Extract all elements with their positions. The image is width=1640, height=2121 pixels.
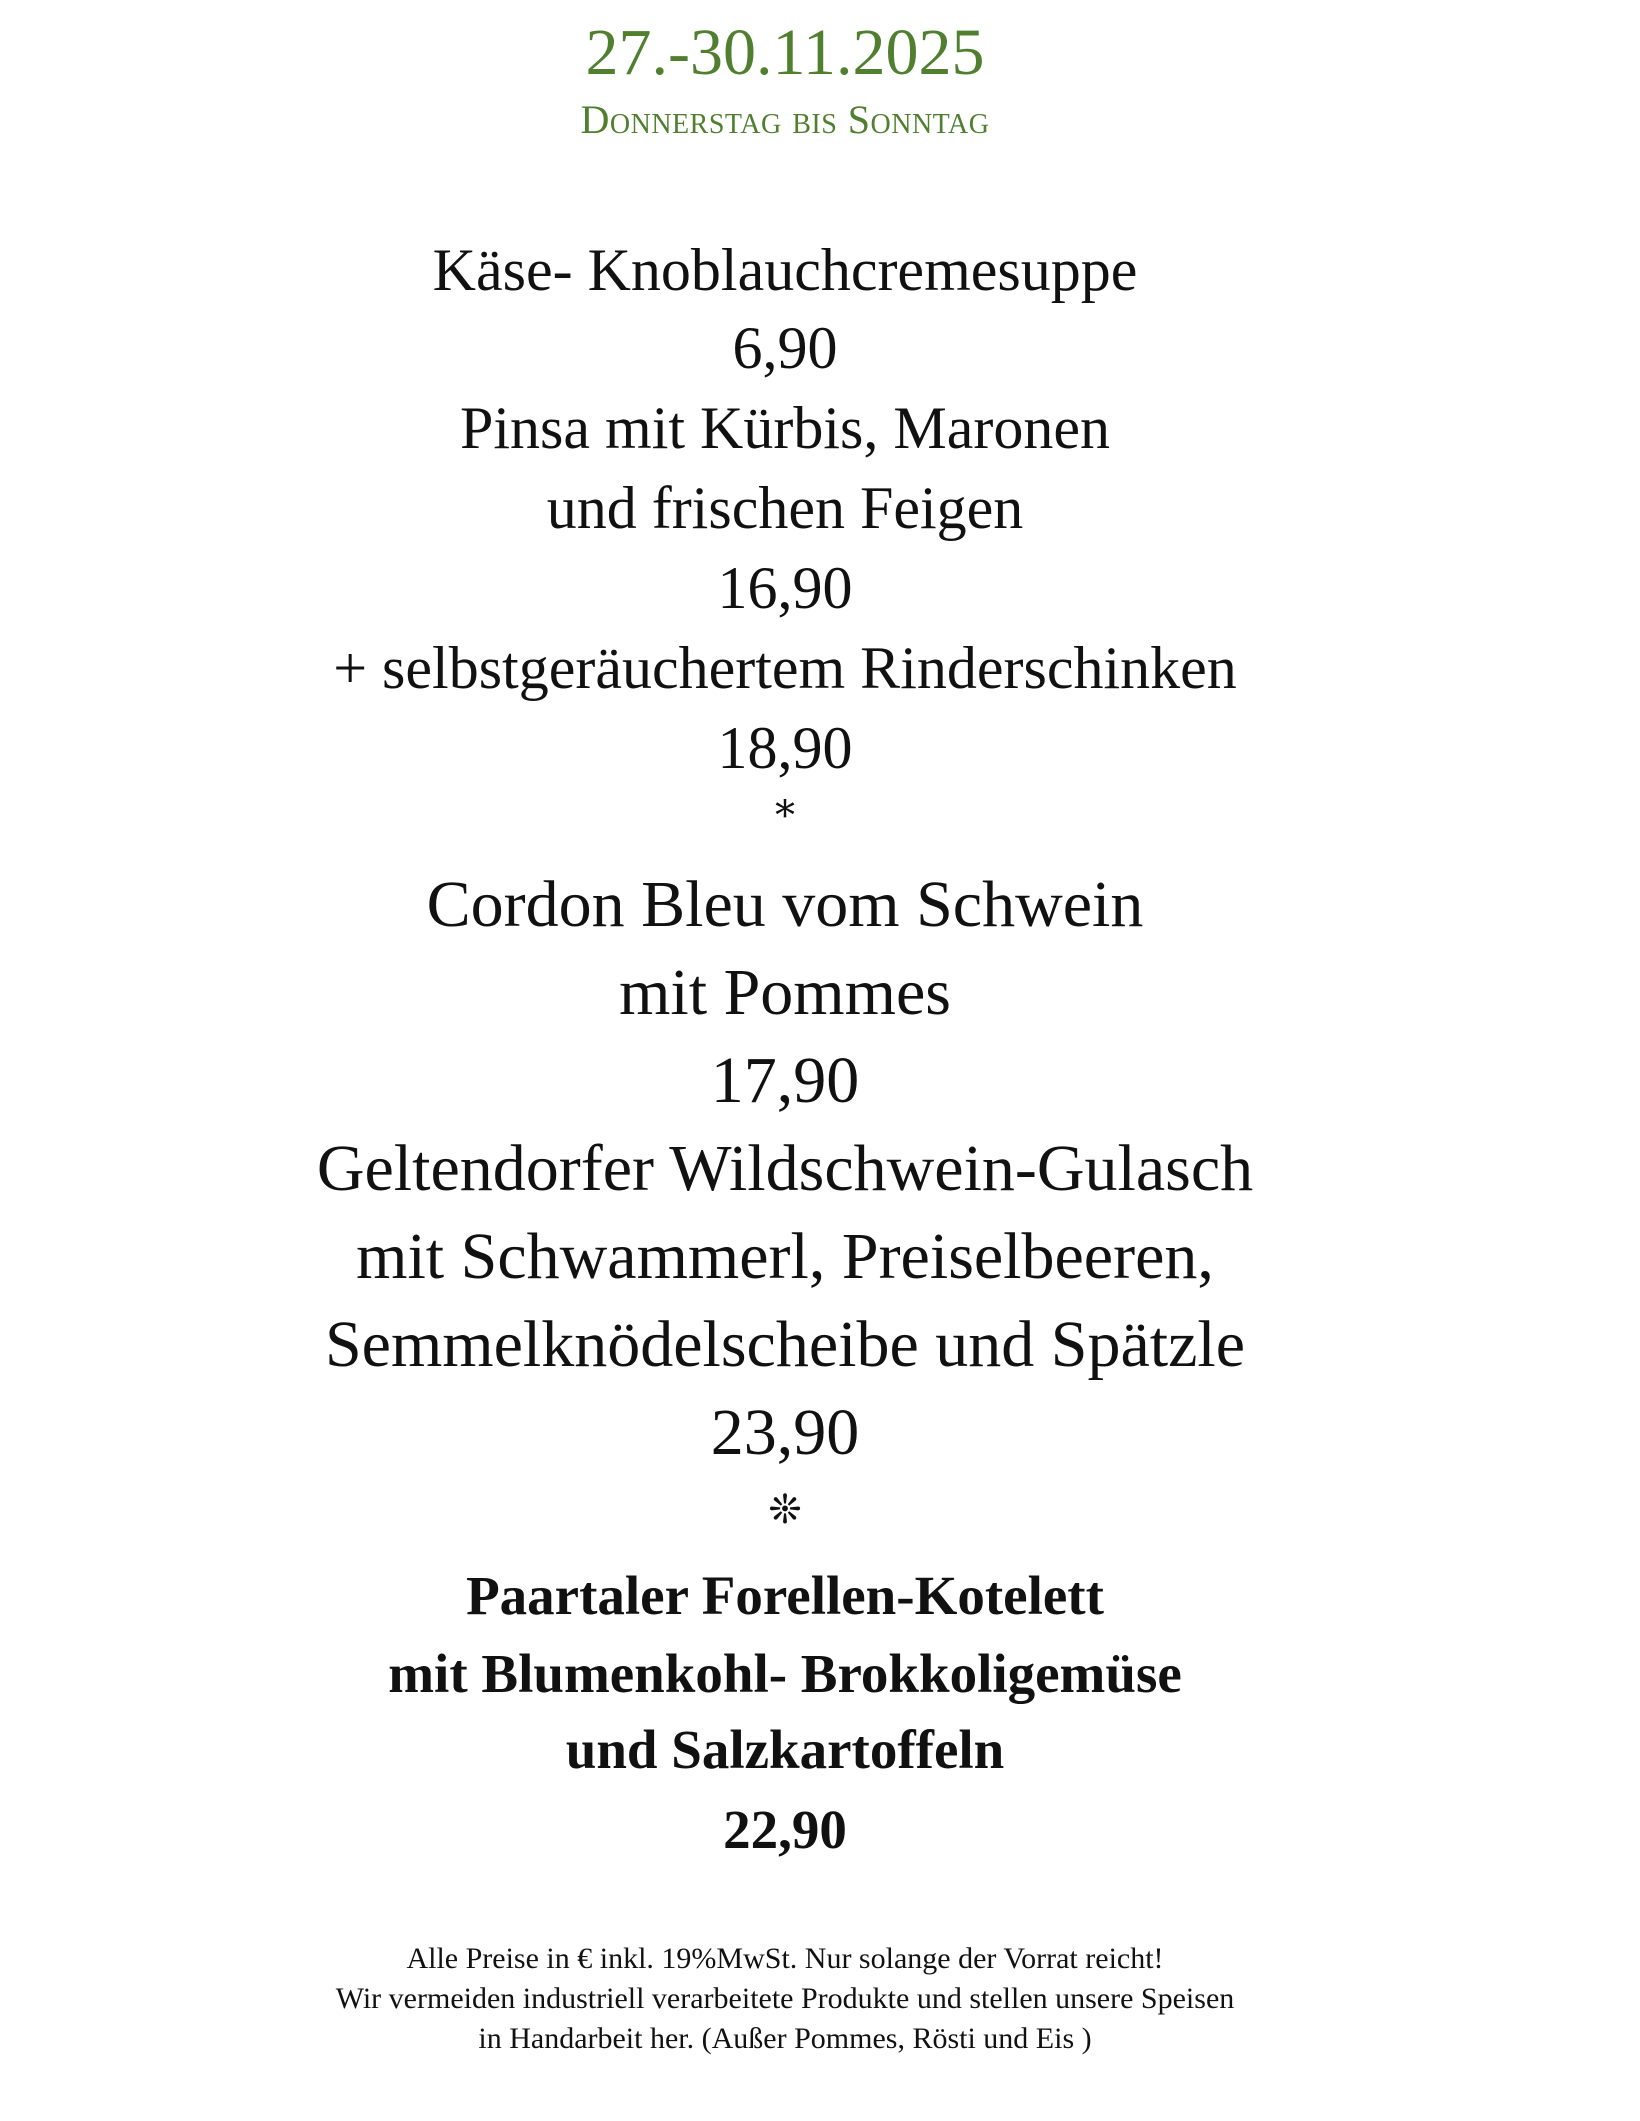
pinsa-name-line2: und frischen Feigen [546,475,1024,541]
cordon-name-line1: Cordon Bleu vom Schwein [426,868,1144,941]
forelle-name-line2: mit Blumenkohl- Brokkoligemüse [388,1643,1182,1704]
cordon-price: 17,90 [710,1044,860,1117]
menu-date: 27.-30.11.2025 [585,16,985,89]
footer-line3: in Handarbeit her. (Außer Pommes, Rösti und Eis ) [478,2022,1092,2055]
forelle-price: 22,90 [723,1799,847,1860]
cordon-name-line2: mit Pommes [619,956,951,1029]
pinsa-name-line1: Pinsa mit Kürbis, Maronen [460,395,1110,461]
footer-line2: Wir vermeiden industriell verarbeitete Produkte und stellen unsere Speisen [335,1982,1235,2015]
soup-name: Käse- Knoblauchcremesuppe [432,237,1138,303]
forelle-name-line3: und Salzkartoffeln [565,1719,1005,1780]
soup-price: 6,90 [732,315,838,381]
footer-line1: Alle Preise in € inkl. 19%MwSt. Nur solange der Vorrat reicht! [406,1942,1164,1975]
separator-flower: ❊ [768,1487,802,1533]
gulasch-price: 23,90 [710,1396,860,1469]
pinsa-extra: + selbstgeräuchertem Rinderschinken [333,635,1237,701]
separator-star: * [775,793,795,839]
pinsa-price: 16,90 [717,555,853,621]
gulasch-name-line2: mit Schwammerl, Preiselbeeren, [356,1220,1214,1293]
menu-days: Donnerstag bis Sonntag [580,97,990,142]
forelle-name-line1: Paartaler Forellen-Kotelett [466,1565,1104,1626]
pinsa-extra-price: 18,90 [717,715,853,781]
gulasch-name-line1: Geltendorfer Wildschwein-Gulasch [316,1132,1254,1205]
gulasch-name-line3: Semmelknödelscheibe und Spätzle [324,1308,1246,1381]
